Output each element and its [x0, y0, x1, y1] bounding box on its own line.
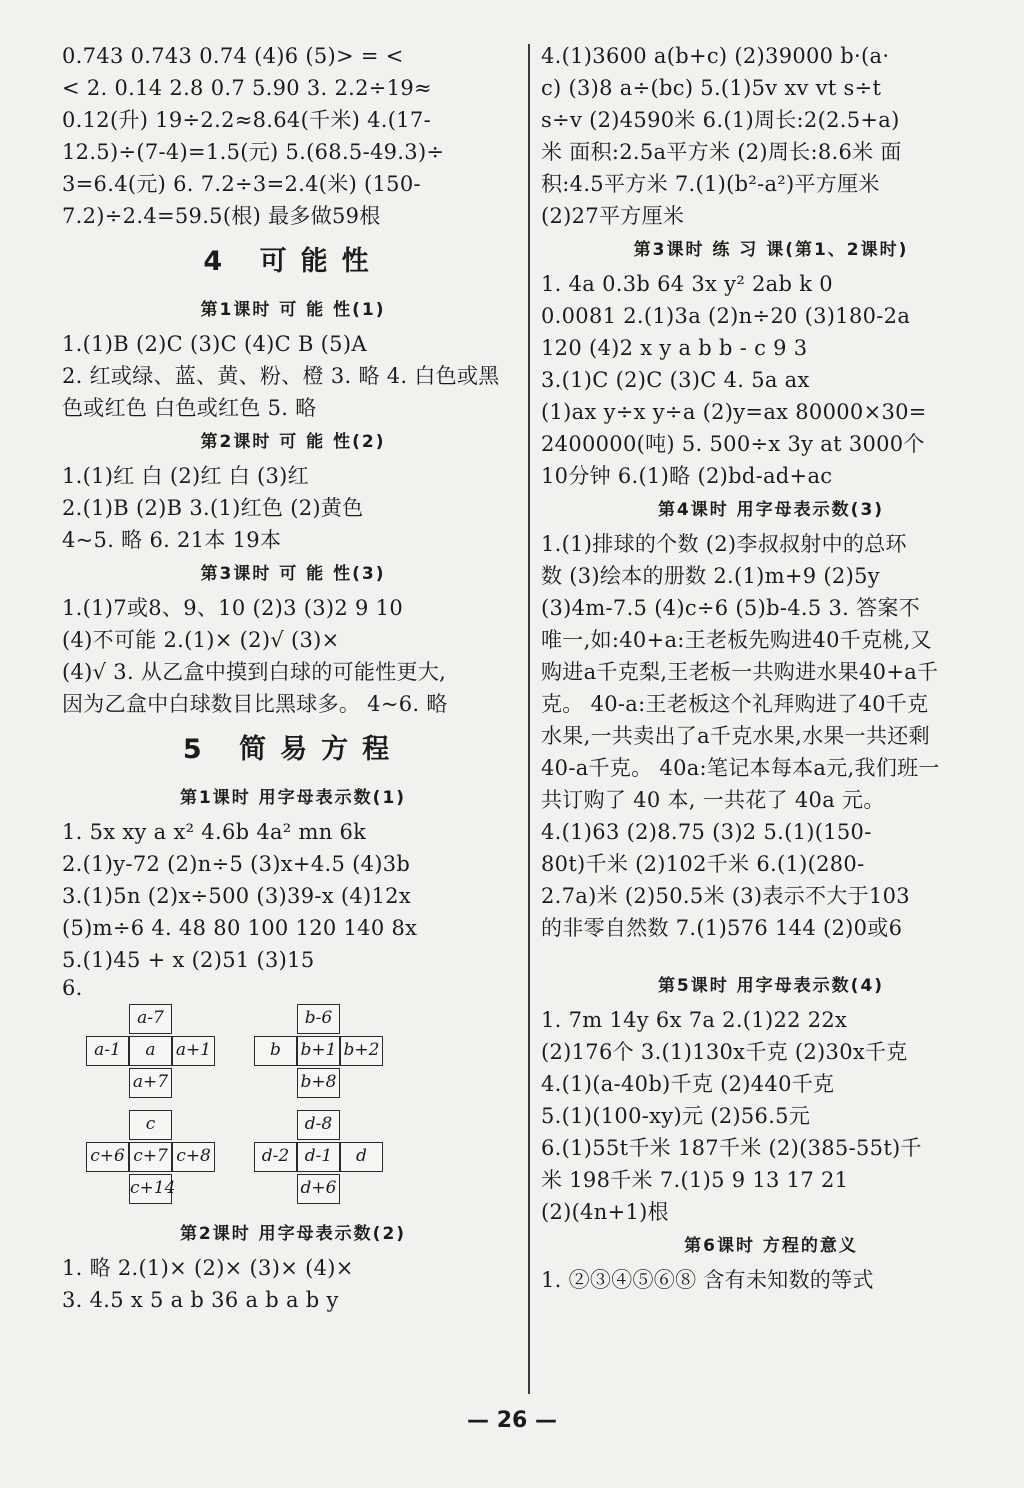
text-line: (1)ax y÷x y÷a (2)y=ax 80000×30=	[541, 400, 927, 424]
text-line: c) (3)8 a÷(bc) 5.(1)5v xv vt s÷t	[541, 76, 882, 100]
text-line: 4.(1)(a-40b)千克 (2)440千克	[541, 1072, 835, 1096]
text-line: 积:4.5平方米 7.(1)(b²-a²)平方厘米	[541, 172, 880, 196]
grid-cell: c+7	[129, 1142, 172, 1172]
text-line: 1. ②③④⑤⑥⑧ 含有未知数的等式	[541, 1268, 874, 1292]
text-line: 5.(1)(100-xy)元 (2)56.5元	[541, 1104, 811, 1128]
column-divider	[528, 44, 530, 1394]
text-line: (2)(4n+1)根	[541, 1200, 669, 1224]
text-line: 2. 红或绿、蓝、黄、粉、橙 3. 略 4. 白色或黑	[62, 364, 500, 388]
grid-cell: b	[254, 1036, 297, 1066]
lesson-title: 第2课时 可 能 性(2)	[200, 432, 386, 452]
text-line: 1. 5x xy a x² 4.6b 4a² mn 6k	[62, 820, 367, 844]
text-line: 2.(1)y-72 (2)n÷5 (3)x+4.5 (4)3b	[62, 852, 411, 876]
text-line: 的非零自然数 7.(1)576 144 (2)0或6	[541, 916, 903, 940]
text-line: (2)27平方厘米	[541, 204, 685, 228]
grid-cell: c+6	[86, 1142, 129, 1172]
grid-cell: c+8	[172, 1142, 215, 1172]
grid-cell: d+6	[297, 1174, 340, 1204]
text-line: (5)m÷6 4. 48 80 100 120 140 8x	[62, 916, 418, 940]
lesson-title: 第2课时 用字母表示数(2)	[179, 1224, 407, 1244]
lesson-title: 第5课时 用字母表示数(4)	[657, 976, 885, 996]
text-line: (4)不可能 2.(1)× (2)√ (3)×	[62, 628, 340, 652]
text-line: 12.5)÷(7-4)=1.5(元) 5.(68.5-49.3)÷	[62, 140, 445, 164]
cross-grid-row	[84, 1110, 524, 1210]
right-column	[541, 40, 1001, 1296]
grid-cell: d-2	[254, 1142, 297, 1172]
grid-cell: b-6	[297, 1004, 340, 1034]
grid-cell: a-1	[86, 1036, 129, 1066]
text-line: 购进a千克梨,王老板一共购进水果40+a千	[541, 660, 939, 684]
cross-grid-row	[84, 1004, 524, 1104]
text-line: s÷v (2)4590米 6.(1)周长:2(2.5+a)	[541, 108, 900, 132]
text-line: 4.(1)3600 a(b+c) (2)39000 b·(a·	[541, 44, 890, 68]
lesson-title: 第1课时 用字母表示数(1)	[179, 788, 407, 808]
grid-cell: a-7	[129, 1004, 172, 1034]
text-line: < 2. 0.14 2.8 0.7 5.90 3. 2.2÷19≈	[62, 76, 432, 100]
text-line: 80t)千米 (2)102千米 6.(1)(280-	[541, 852, 865, 876]
grid-cell: b+8	[297, 1068, 340, 1098]
text-line: 米 198千米 7.(1)5 9 13 17 21	[541, 1168, 849, 1192]
text-line: 数 (3)绘本的册数 2.(1)m+9 (2)5y	[541, 564, 880, 588]
text-line: 0.743 0.743 0.74 (4)6 (5)> = <	[62, 44, 404, 68]
text-line: 7.2)÷2.4=59.5(根) 最多做59根	[62, 204, 381, 228]
text-line: 3. 4.5 x 5 a b 36 a b a b y	[62, 1288, 339, 1312]
text-line: 4.(1)63 (2)8.75 (3)2 5.(1)(150-	[541, 820, 872, 844]
text-line: 米 面积:2.5a平方米 (2)周长:8.6米 面	[541, 140, 902, 164]
text-line: 1. 4a 0.3b 64 3x y² 2ab k 0	[541, 272, 833, 296]
lesson-title: 第1课时 可 能 性(1)	[200, 300, 386, 320]
cross-grid-b	[252, 1004, 388, 1104]
text-line: 共订购了 40 本, 一共花了 40a 元。	[541, 788, 885, 812]
cross-grid-a	[84, 1004, 220, 1104]
grid-cell: d-8	[297, 1110, 340, 1140]
lesson-title: 第3课时 练 习 课(第1、2课时)	[633, 240, 909, 260]
text-line: 5.(1)45 + x (2)51 (3)15	[62, 948, 315, 972]
grid-cell: a	[129, 1036, 172, 1066]
text-line: 克。 40-a:王老板这个礼拜购进了40千克	[541, 692, 929, 716]
cross-grid-d	[252, 1110, 388, 1210]
text-line: 4~5. 略 6. 21本 19本	[62, 528, 282, 552]
text-line: 0.0081 2.(1)3a (2)n÷20 (3)180-2a	[541, 304, 911, 328]
text-line: 1. 7m 14y 6x 7a 2.(1)22 22x	[541, 1008, 848, 1032]
text-line: 1.(1)红 白 (2)红 白 (3)红	[62, 464, 309, 488]
grid-cell: a+1	[172, 1036, 215, 1066]
text-line: (4)√ 3. 从乙盒中摸到白球的可能性更大,	[62, 660, 447, 684]
text-line: 色或红色 白色或红色 5. 略	[62, 396, 317, 420]
text-line: 1.(1)7或8、9、10 (2)3 (3)2 9 10	[62, 596, 403, 620]
carryover-answers	[62, 40, 524, 232]
grid-cell: c+14	[129, 1174, 172, 1204]
text-line: 1.(1)排球的个数 (2)李叔叔射中的总环	[541, 532, 907, 556]
grid-cell: b+2	[340, 1036, 383, 1066]
section-title-simple-equations: 5 简易方程	[182, 734, 404, 765]
text-line: 3.(1)5n (2)x÷500 (3)39-x (4)12x	[62, 884, 411, 908]
text-line: 2400000(吨) 5. 500÷x 3y at 3000个	[541, 432, 925, 456]
text-line: 0.12(升) 19÷2.2≈8.64(千米) 4.(17-	[62, 108, 431, 132]
text-line: (3)4m-7.5 (4)c÷6 (5)b-4.5 3. 答案不	[541, 596, 920, 620]
grid-cell: d	[340, 1142, 383, 1172]
text-line: 3.(1)C (2)C (3)C 4. 5a ax	[541, 368, 810, 392]
grid-cell: c	[129, 1110, 172, 1140]
grid-cell: d-1	[297, 1142, 340, 1172]
lesson-title: 第3课时 可 能 性(3)	[200, 564, 386, 584]
text-line: (2)176个 3.(1)130x千克 (2)30x千克	[541, 1040, 908, 1064]
question-6-label: 6.	[62, 976, 83, 1000]
text-line: 120 (4)2 x y a b b - c 9 3	[541, 336, 808, 360]
section-title-probability: 4 可能性	[203, 246, 383, 277]
text-line: 因为乙盒中白球数目比黑球多。 4~6. 略	[62, 692, 448, 716]
cross-grid-c	[84, 1110, 220, 1210]
grid-cell: a+7	[129, 1068, 172, 1098]
text-line: 10分钟 6.(1)略 (2)bd-ad+ac	[541, 464, 833, 488]
text-line: 6.(1)55t千米 187千米 (2)(385-55t)千	[541, 1136, 922, 1160]
text-line: 1.(1)B (2)C (3)C (4)C B (5)A	[62, 332, 367, 356]
text-line: 2.7a)米 (2)50.5米 (3)表示不大于103	[541, 884, 910, 908]
text-line: 2.(1)B (2)B 3.(1)红色 (2)黄色	[62, 496, 364, 520]
lesson-title: 第4课时 用字母表示数(3)	[657, 500, 885, 520]
grid-cell: b+1	[297, 1036, 340, 1066]
lesson-title: 第6课时 方程的意义	[684, 1236, 858, 1256]
spacer	[541, 944, 1001, 968]
left-column	[62, 40, 524, 1316]
text-line: 唯一,如:40+a:王老板先购进40千克桃,又	[541, 628, 932, 652]
text-line: 40-a千克。 40a:笔记本每本a元,我们班一	[541, 756, 940, 780]
text-line: 水果,一共卖出了a千克水果,水果一共还剩	[541, 724, 930, 748]
text-line: 3=6.4(元) 6. 7.2÷3=2.4(米) (150-	[62, 172, 421, 196]
page-number: — 26 —	[467, 1408, 557, 1433]
text-line: 1. 略 2.(1)× (2)× (3)× (4)×	[62, 1256, 354, 1280]
